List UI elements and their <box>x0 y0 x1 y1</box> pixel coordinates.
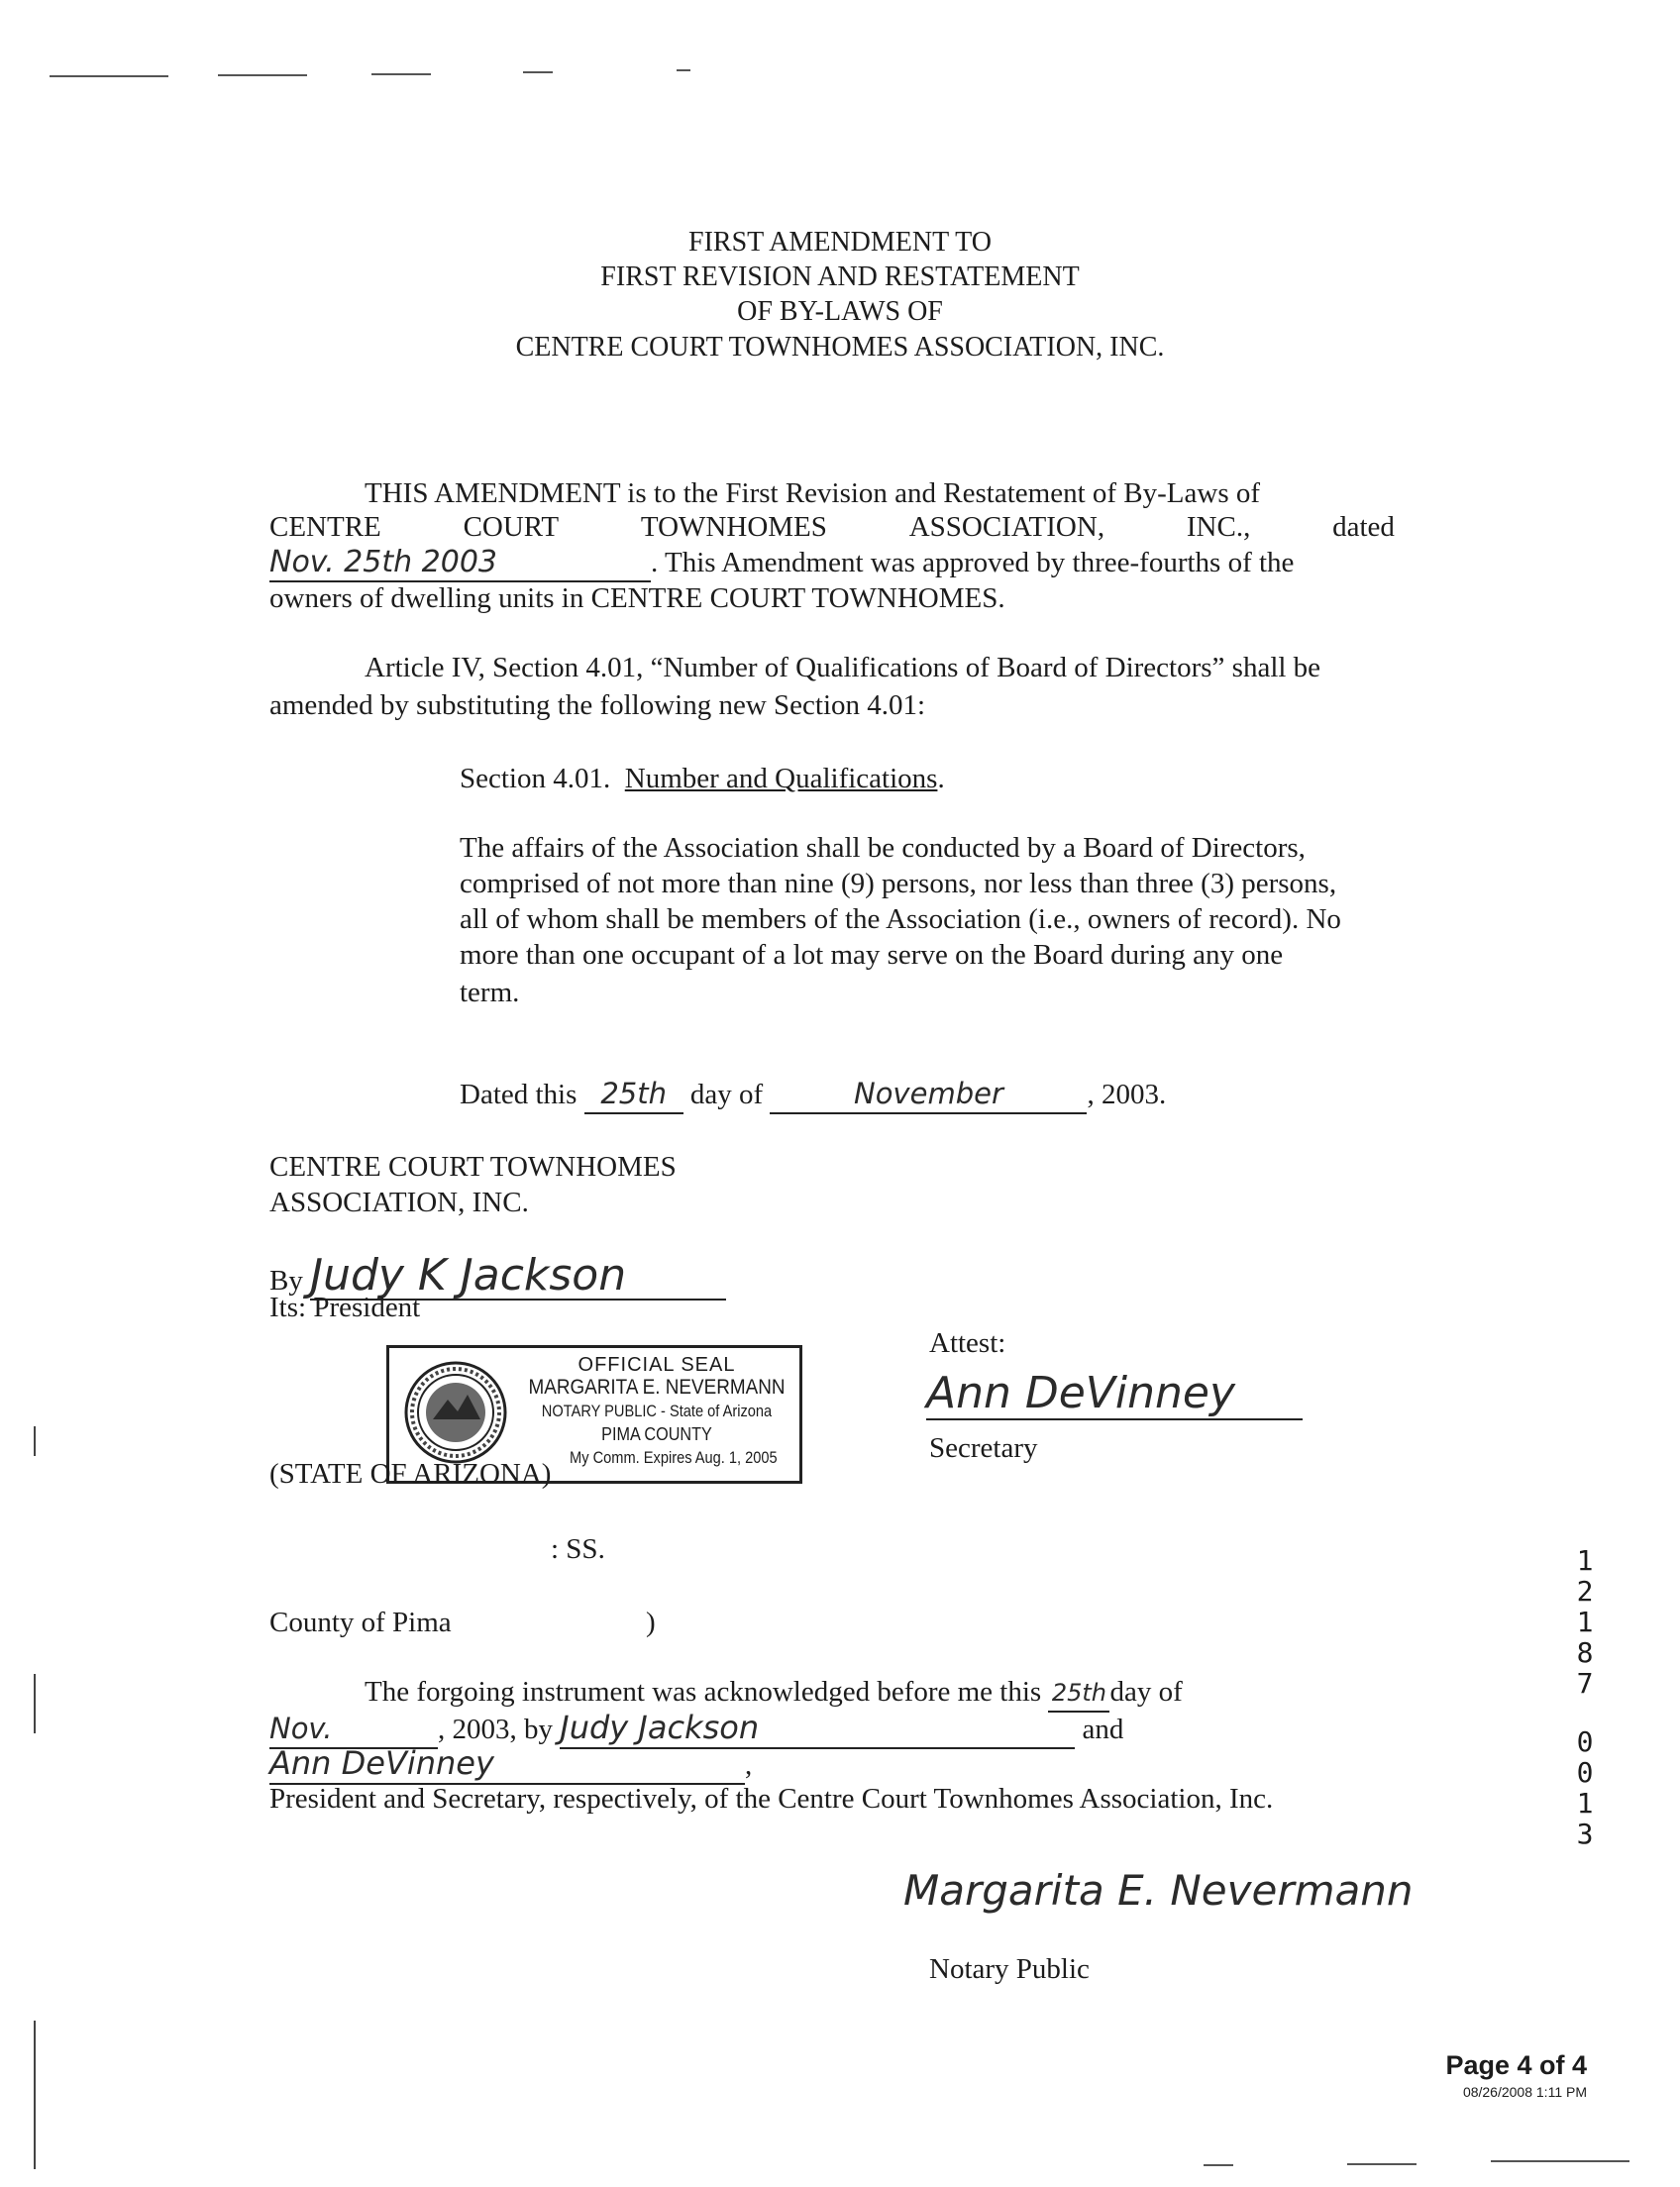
ack-line-1 <box>365 1674 1183 1713</box>
section-title: Number and Qualifications <box>624 763 938 794</box>
state-seal-emblem <box>403 1360 508 1465</box>
secretary-signature: Ann DeVinney <box>926 1368 1236 1418</box>
ack-comma: , <box>745 1749 753 1781</box>
document-title-line-1: FIRST AMENDMENT TO <box>688 227 992 258</box>
section-body-line-2: comprised of not more than nine (9) persons, nor less than three (3) persons, <box>460 868 1337 899</box>
scan-artifact-line <box>371 73 431 75</box>
recording-digit: 7 <box>1576 1667 1594 1700</box>
document-title-line-2: FIRST REVISION AND RESTATEMENT <box>600 261 1080 292</box>
recording-digit: 1 <box>1576 1606 1594 1638</box>
intro-line-3 <box>269 545 1399 582</box>
intro-word: CENTRE <box>269 511 381 543</box>
ack-day-of: day of <box>1109 1676 1183 1708</box>
ack-line-3 <box>269 1745 752 1785</box>
page-number: Page 4 of 4 <box>1445 2050 1587 2080</box>
dated-middle: day of <box>689 1079 764 1110</box>
ack-line-2 <box>269 1710 1123 1749</box>
secretary-signature-field <box>926 1369 1303 1420</box>
recording-digit: 0 <box>1576 1725 1594 1758</box>
intro-word: COURT <box>463 511 560 543</box>
scan-artifact-mark <box>34 1674 36 1733</box>
intro-line-2 <box>269 509 1395 545</box>
scan-artifact-line <box>1204 2164 1233 2166</box>
print-timestamp: 08/26/2008 1:11 PM <box>1462 2084 1587 2100</box>
dated-suffix: , 2003. <box>1087 1079 1167 1110</box>
recording-digit: 1 <box>1576 1787 1594 1820</box>
document-title-line-3: OF BY-LAWS OF <box>737 296 943 327</box>
org-name-line-2: ASSOCIATION, INC. <box>269 1187 529 1218</box>
scan-artifact-line <box>1491 2160 1629 2162</box>
article-line-1: Article IV, Section 4.01, “Number of Qualifications of Board of Directors” shall be <box>365 652 1321 683</box>
dated-day-field <box>584 1076 683 1114</box>
ack-month-handwritten: Nov. <box>269 1712 333 1745</box>
document-title-line-4: CENTRE COURT TOWNHOMES ASSOCIATION, INC. <box>515 332 1165 363</box>
section-body-line-4: more than one occupant of a lot may serve on the Board during any one <box>460 939 1284 971</box>
article-line-2: amended by substituting the following new Section 4.01: <box>269 689 926 721</box>
section-body-line-3: all of whom shall be members of the Association (i.e., owners of record). No <box>460 903 1341 935</box>
scan-artifact-line <box>523 71 553 73</box>
ack-name2-handwritten: Ann DeVinney <box>269 1744 494 1782</box>
secretary-title: Secretary <box>929 1432 1038 1464</box>
recording-digit: 3 <box>1576 1818 1594 1850</box>
dated-month-field <box>770 1076 1087 1114</box>
its-label: Its: <box>269 1292 307 1323</box>
venue-ss: : SS. <box>551 1533 605 1565</box>
notary-label: Notary Public <box>929 1953 1090 1985</box>
section-body-line-5: term. <box>460 977 520 1008</box>
scan-artifact-mark <box>34 1426 36 1456</box>
ack-name1-field <box>560 1710 1075 1749</box>
dated-line <box>460 1076 1166 1114</box>
intro-line-3-text: . This Amendment was approved by three-fourths of the <box>651 547 1295 578</box>
ack-line-4: President and Secretary, respectively, of the Centre Court Townhomes Association, Inc. <box>269 1783 1274 1815</box>
venue-paren: ) <box>646 1607 656 1638</box>
ack-name1-handwritten: Judy Jackson <box>560 1709 760 1746</box>
scan-artifact-line <box>50 75 168 77</box>
ack-and: and <box>1082 1714 1124 1745</box>
intro-word: TOWNHOMES <box>640 511 827 543</box>
section-number: Section 4.01. <box>460 763 611 794</box>
attest-label: Attest: <box>929 1327 1006 1359</box>
venue-state: (STATE OF ARIZONA) <box>269 1458 552 1490</box>
recording-digit: 2 <box>1576 1575 1594 1608</box>
scan-artifact-line <box>1347 2163 1417 2165</box>
scan-artifact-mark <box>34 2021 36 2169</box>
ack-day-handwritten: 25th <box>1051 1679 1107 1707</box>
recording-digit: 0 <box>1576 1756 1594 1789</box>
seal-text-line-3: NOTARY PUBLIC - State of Arizona <box>541 1402 773 1420</box>
dated-prefix: Dated this <box>460 1079 578 1110</box>
venue-county: County of Pima <box>269 1607 452 1638</box>
section-title-end: . <box>937 763 945 794</box>
seal-text-line-4: PIMA COUNTY <box>601 1424 712 1444</box>
intro-word: INC., <box>1186 511 1251 543</box>
notary-signature-text: Margarita E. Nevermann <box>903 1866 1414 1915</box>
ack-year-by: , 2003, by <box>438 1714 553 1745</box>
intro-word: dated <box>1332 511 1395 543</box>
by-label: By <box>269 1265 303 1297</box>
section-body-line-1: The affairs of the Association shall be conducted by a Board of Directors, <box>460 832 1306 864</box>
scan-artifact-line <box>677 69 690 71</box>
recording-number <box>1567 1545 1603 1849</box>
dated-day-handwritten: 25th <box>600 1077 667 1110</box>
president-signature: Judy K Jackson <box>310 1250 627 1301</box>
section-heading <box>460 761 945 796</box>
its-title: President <box>313 1292 421 1323</box>
intro-line-4: owners of dwelling units in CENTRE COURT TOWNHOMES. <box>269 582 1005 614</box>
intro-line-1: THIS AMENDMENT is to the First Revision and Restatement of By-Laws of <box>365 477 1261 509</box>
handwritten-date: Nov. 25th 2003 <box>269 545 498 579</box>
ack-day-field <box>1048 1674 1109 1713</box>
its-line <box>269 1290 420 1325</box>
seal-text-line-5: My Comm. Expires Aug. 1, 2005 <box>570 1448 778 1467</box>
notary-signature <box>903 1866 1498 1915</box>
org-name-line-1: CENTRE COURT TOWNHOMES <box>269 1151 677 1183</box>
intro-word: ASSOCIATION, <box>908 511 1105 543</box>
ack-name2-field <box>269 1745 745 1785</box>
scan-artifact-line <box>218 74 307 76</box>
handwritten-date-field <box>269 545 651 582</box>
ack-line-1-text: The forgoing instrument was acknowledged before me this <box>365 1676 1042 1708</box>
seal-text-line-2: MARGARITA E. NEVERMANN <box>528 1376 786 1399</box>
recording-digit: 8 <box>1576 1636 1594 1669</box>
recording-digit: 1 <box>1576 1544 1594 1577</box>
seal-text-line-1: OFFICIAL SEAL <box>578 1354 736 1376</box>
dated-month-handwritten: November <box>854 1077 1003 1110</box>
